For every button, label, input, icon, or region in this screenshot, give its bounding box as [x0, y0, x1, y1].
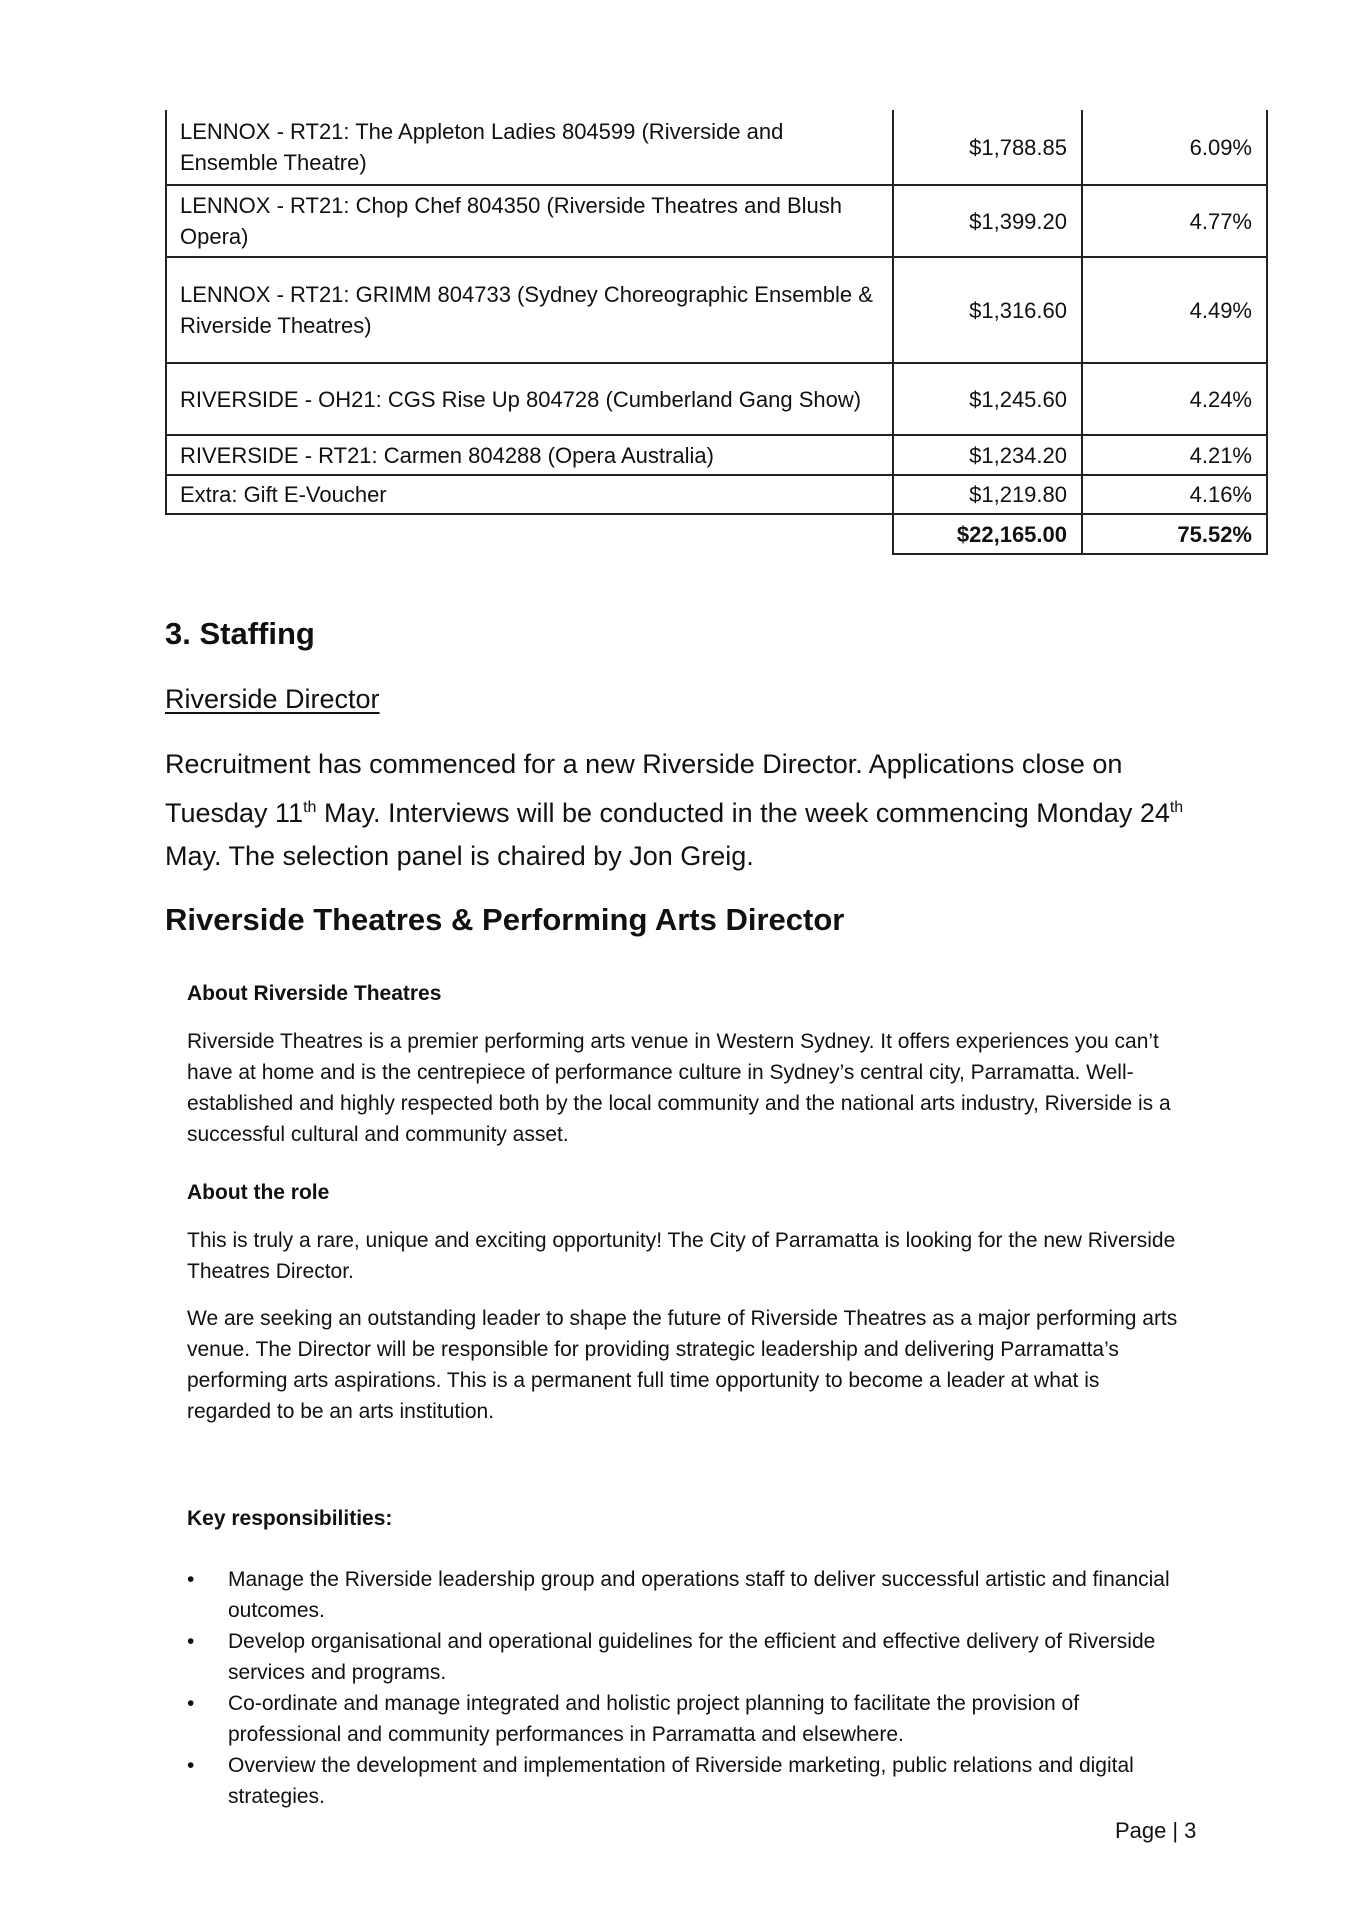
table-cell-amount: $1,219.80 — [893, 475, 1082, 514]
staffing-heading: 3. Staffing — [165, 616, 315, 651]
riverside-director-subheading: Riverside Director — [165, 684, 380, 714]
table-cell-amount: $1,245.60 — [893, 363, 1082, 435]
page-number-footer — [1115, 1818, 1196, 1844]
table-row — [166, 185, 1267, 257]
about-role-text-1: This is truly a rare, unique and exciting opportunity! The City of Parramatta is looking for the new Riverside Theatres Director. — [187, 1229, 1176, 1283]
table-cell-event: RIVERSIDE - RT21: Carmen 804288 (Opera Australia) — [166, 435, 893, 475]
bullet-icon: • — [187, 1692, 195, 1715]
table-cell-percent: 4.49% — [1082, 257, 1267, 363]
page-separator: | — [1172, 1818, 1179, 1843]
list-item-text: Overview the development and implementation of Riverside marketing, public relations and digital strategies. — [228, 1754, 1134, 1808]
table-cell-percent: 4.16% — [1082, 475, 1267, 514]
about-role-text-2: We are seeking an outstanding leader to shape the future of Riverside Theatres as a major performing arts venue. The Director will be responsible for providing strategic leadership and delivering Parramatta’s performing arts aspirations. This is a permanent full time opportunity to become a leader at what is regarded to be an arts institution. — [187, 1307, 1178, 1423]
table-cell-amount: $1,788.85 — [893, 110, 1082, 185]
sales-table — [165, 110, 1268, 555]
ordinal-suffix: th — [303, 799, 317, 816]
recruitment-text-2: May. Interviews will be conducted in the week commencing Monday 24 — [316, 798, 1170, 828]
table-total-spacer — [166, 514, 893, 554]
table-total-amount: $22,165.00 — [893, 514, 1082, 554]
table-cell-event: LENNOX - RT21: GRIMM 804733 (Sydney Choreographic Ensemble & Riverside Theatres) — [166, 257, 893, 363]
table-row — [166, 363, 1267, 435]
list-item — [187, 1626, 1187, 1688]
recruitment-text-3: May. The selection panel is chaired by Jon Greig. — [165, 841, 754, 871]
bullet-icon: • — [187, 1754, 195, 1777]
table-cell-percent: 6.09% — [1082, 110, 1267, 185]
list-item-text: Manage the Riverside leadership group and operations staff to deliver successful artistic and financial outcomes. — [228, 1568, 1170, 1622]
table-cell-event: LENNOX - RT21: The Appleton Ladies 804599 (Riverside and Ensemble Theatre) — [166, 110, 893, 185]
table-cell-amount: $1,234.20 — [893, 435, 1082, 475]
about-theatres-text: Riverside Theatres is a premier performing arts venue in Western Sydney. It offers experiences you can’t have at home and is the centrepiece of performance culture in Sydney’s central city, Parramatta. Well-established and highly respected both by the local community and the national arts industry, Riverside is a successful cultural and community asset. — [187, 1030, 1171, 1146]
table-cell-event: LENNOX - RT21: Chop Chef 804350 (Riverside Theatres and Blush Opera) — [166, 185, 893, 257]
table-total-percent: 75.52% — [1082, 514, 1267, 554]
table-total-row — [166, 514, 1267, 554]
about-role-heading: About the role — [187, 1181, 330, 1204]
page-number: 3 — [1184, 1818, 1197, 1843]
bullet-icon: • — [187, 1568, 195, 1591]
table-cell-percent: 4.21% — [1082, 435, 1267, 475]
table-row — [166, 110, 1267, 185]
ordinal-suffix: th — [1169, 799, 1184, 816]
list-item-text: Develop organisational and operational guidelines for the efficient and effective delivery of Riverside services and programs. — [228, 1630, 1156, 1684]
table-row — [166, 435, 1267, 475]
table-row — [166, 257, 1267, 363]
responsibilities-list — [187, 1564, 1187, 1812]
recruitment-text-1: Recruitment has commenced for a new Riverside Director. Applications close on Tuesday 11 — [165, 749, 1123, 828]
recruitment-paragraph — [165, 743, 1205, 878]
list-item — [187, 1564, 1187, 1626]
table-cell-percent: 4.77% — [1082, 185, 1267, 257]
table-cell-amount: $1,399.20 — [893, 185, 1082, 257]
page-label: Page — [1115, 1818, 1167, 1843]
list-item-text: Co-ordinate and manage integrated and holistic project planning to facilitate the provision of professional and community performances in Parramatta and elsewhere. — [228, 1692, 1080, 1746]
table-cell-event: Extra: Gift E-Voucher — [166, 475, 893, 514]
list-item — [187, 1750, 1187, 1812]
job-ad-title: Riverside Theatres & Performing Arts Director — [165, 902, 845, 937]
bullet-icon: • — [187, 1630, 195, 1653]
about-theatres-heading: About Riverside Theatres — [187, 982, 442, 1005]
table-cell-event: RIVERSIDE - OH21: CGS Rise Up 804728 (Cumberland Gang Show) — [166, 363, 893, 435]
table-cell-percent: 4.24% — [1082, 363, 1267, 435]
list-item — [187, 1688, 1187, 1750]
table-row — [166, 475, 1267, 514]
table-cell-amount: $1,316.60 — [893, 257, 1082, 363]
responsibilities-heading: Key responsibilities: — [187, 1507, 393, 1530]
